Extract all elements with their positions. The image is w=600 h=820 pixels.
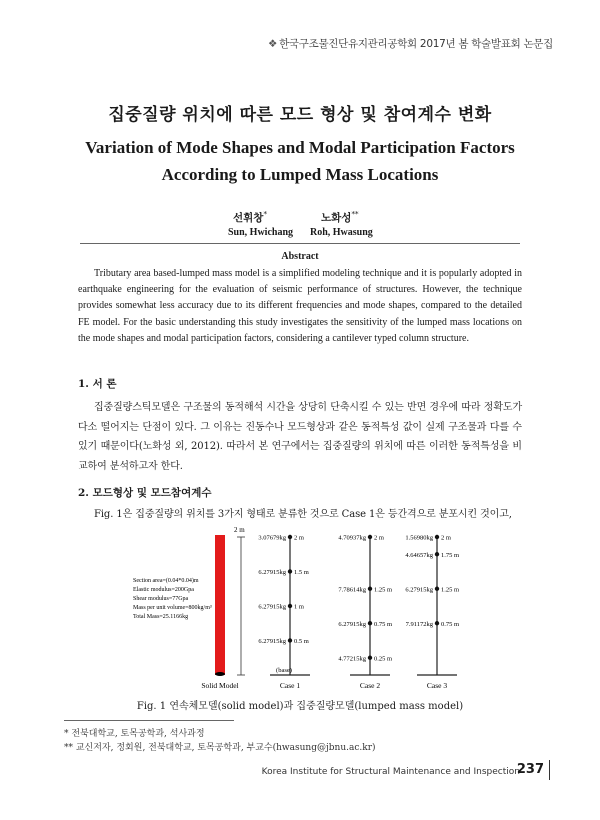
journal-title: 한국구조물진단유지관리공학회 2017년 봄 학술발표회 논문집 [279, 38, 553, 50]
solid-model [133, 526, 245, 690]
case-2-mass-node-3 [368, 656, 372, 660]
case-2-mass-node-2 [368, 621, 372, 625]
section-2-heading: 2. 모드형상 및 모드참여계수 [78, 487, 212, 499]
author-1-english: Sun, Hwichang [228, 227, 294, 238]
case-2-mass-node-1 [368, 587, 372, 591]
author-1-korean: 선휘창* [233, 210, 267, 224]
footnote-divider [64, 720, 234, 721]
solid-model-label: Solid Model [201, 681, 239, 690]
case-3-mass-label-3: 7.91172kg [405, 620, 433, 628]
case-1-mass-node-0 [288, 535, 292, 539]
case-1-height-label-3: 0.5 m [294, 638, 309, 645]
case-1-mass-node-3 [288, 638, 292, 642]
author-2-korean: 노화성** [321, 210, 359, 224]
case-3-mass-node-1 [435, 552, 439, 556]
case-1-height-label-2: 1 m [294, 603, 304, 611]
case-3-mass-node-3 [435, 621, 439, 625]
abstract-text: Tributary area based-lumped mass model is a simplified modeling technique and it is popularly adopted in earthquake engineering for the evaluation of seismic performance of structures. However, the technique provides somewhat less accuracy due to its different frequencies and mode shapes, compared to the detailed FE model. For the basic understanding this study investigates the sensitivity of the lumped mass locations on the mode shapes and modal participation factors, considering a cantilever typed column structure. [78, 268, 522, 344]
case-3 [405, 535, 459, 691]
solid-column [215, 535, 225, 675]
section-2-text: Fig. 1은 집중질량의 위치를 3가지 형태로 분류한 것으로 Case 1은 등간격으로 분포시킨 것이고, [94, 509, 512, 520]
case-1-mass-node-2 [288, 604, 292, 608]
author-2-mark: ** [351, 210, 359, 219]
solid-prop-0: Section area=(0.04*0.04)m [133, 578, 199, 584]
author-1-mark: * [263, 210, 267, 219]
case-3-height-label-3: 0.75 m [441, 620, 460, 628]
case-3-mass-label-1: 4.64657kg [405, 551, 433, 559]
case-2-label: Case 2 [359, 681, 381, 690]
case-1-label: Case 1 [279, 681, 301, 690]
case-3-label: Case 3 [426, 681, 448, 690]
author-2-english: Roh, Hwasung [310, 227, 373, 238]
case-3-height-label-1: 1.75 m [441, 551, 460, 559]
case-1-mass-label-0: 3.07679kg [258, 534, 286, 542]
case-3-height-label-0: 2 m [441, 534, 451, 542]
footer-institute: Korea Institute for Structural Maintenance and Inspection [261, 767, 520, 777]
case-1-mass-label-1: 6.27915kg [258, 569, 286, 576]
case-3-mass-node-0 [435, 535, 439, 539]
case-3-mass-label-0: 1.56980kg [405, 534, 433, 542]
case-1-height-label-0: 2 m [294, 534, 304, 542]
title-korean: 집중질량 위치에 따른 모드 형상 및 참여계수 변화 [108, 105, 492, 125]
solid-height-label: 2 m [234, 526, 245, 534]
section-1-text: 집중질량스틱모델은 구조물의 동적해석 시간을 상당히 단축시킬 수 있는 반면 경우에 따라 정확도가 다소 떨어지는 단점이 있다. 그 이유는 진동수나 모드형상과 같은 동적특성 값이 실제 구조물과 다를 수 있기 때문이다(노화성 외, 2012). 따라서 본 연구에서는 집중질량의 위치에 따른 이러한 동적특성을 비교하여 분석하고자 한다. [78, 402, 522, 472]
case-2-height-label-3: 0.25 m [374, 655, 393, 663]
case-2 [338, 535, 392, 691]
case-3-height-label-2: 1.25 m [441, 586, 460, 594]
figure-caption: Fig. 1 연속체모델(solid model)과 집중질량모델(lumped mass model) [136, 701, 464, 712]
title-english-line1: Variation of Mode Shapes and Modal Participation Factors [85, 138, 515, 157]
case-1-base-label: (base) [276, 667, 292, 674]
case-2-mass-label-2: 6.27915kg [338, 620, 366, 628]
footnote-2: ** 교신저자, 정회원, 전북대학교, 토목공학과, 부교수(hwasung@jbnu.ac.kr) [64, 743, 376, 753]
case-1-height-label-1: 1.5 m [294, 569, 309, 576]
solid-prop-1: Elastic modulus=200Gpa [133, 587, 194, 593]
case-2-height-label-0: 2 m [374, 534, 384, 542]
case-2-height-label-2: 0.75 m [374, 620, 393, 628]
journal-diamond-icon: ❖ [267, 38, 278, 50]
case-3-mass-label-2: 6.27915kg [405, 586, 433, 594]
section-1-heading: 1. 서 론 [78, 378, 117, 390]
title-english-line2: According to Lumped Mass Locations [161, 165, 439, 184]
lumped-mass-cases [258, 535, 459, 691]
solid-base-dot [215, 672, 225, 676]
case-2-mass-label-3: 4.77215kg [338, 655, 366, 663]
case-1-mass-label-2: 6.27915kg [258, 603, 286, 611]
solid-prop-4: Total Mass=25.1166kg [133, 614, 189, 620]
case-2-mass-node-0 [368, 535, 372, 539]
abstract-heading: Abstract [281, 251, 319, 262]
solid-properties [133, 577, 212, 620]
footer-divider [549, 760, 550, 780]
solid-prop-3: Mass per unit volume=800kg/m³ [133, 605, 212, 611]
case-2-height-label-1: 1.25 m [374, 586, 393, 594]
case-2-mass-label-1: 7.78614kg [338, 586, 366, 594]
case-2-mass-label-0: 4.70937kg [338, 534, 366, 542]
case-1-mass-label-3: 6.27915kg [258, 638, 286, 645]
case-1 [258, 535, 310, 691]
case-1-mass-node-1 [288, 569, 292, 573]
solid-prop-2: Shear modulus=77Gpa [133, 596, 189, 602]
case-3-mass-node-2 [435, 587, 439, 591]
footnote-1: * 전북대학교, 토목공학과, 석사과정 [64, 729, 205, 739]
page-number: 237 [516, 762, 544, 777]
